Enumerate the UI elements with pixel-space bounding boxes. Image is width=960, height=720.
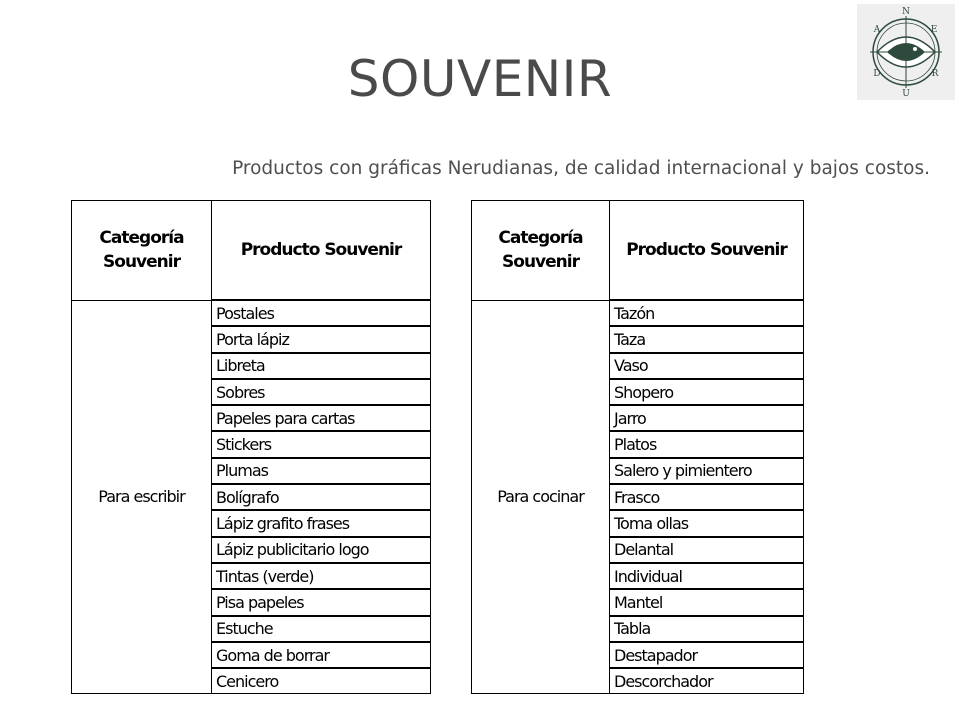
category-cell: Para escribir — [72, 300, 212, 694]
logo-letter-n: N — [902, 7, 910, 17]
product-cell: Papeles para cartas — [212, 405, 431, 431]
table-row — [72, 300, 431, 326]
souvenir-table-writing — [71, 200, 431, 694]
header-category: Categoría Souvenir — [472, 201, 610, 301]
table-header-row — [472, 201, 804, 301]
product-cell: Vaso — [610, 353, 804, 379]
product-cell: Mantel — [610, 589, 804, 615]
category-cell: Para cocinar — [472, 300, 610, 694]
product-cell: Jarro — [610, 405, 804, 431]
product-cell: Salero y pimientero — [610, 458, 804, 484]
product-cell: Tintas (verde) — [212, 563, 431, 589]
fish-compass-icon — [857, 4, 955, 100]
product-cell: Taza — [610, 326, 804, 352]
product-cell: Postales — [212, 300, 431, 326]
product-cell: Individual — [610, 563, 804, 589]
product-cell: Goma de borrar — [212, 642, 431, 668]
logo-letter-d: D — [873, 69, 881, 79]
logo-letter-u: U — [902, 89, 910, 99]
product-cell: Plumas — [212, 458, 431, 484]
product-cell: Delantal — [610, 537, 804, 563]
product-cell: Tabla — [610, 616, 804, 642]
product-cell: Tazón — [610, 300, 804, 326]
product-cell: Frasco — [610, 484, 804, 510]
header-product: Producto Souvenir — [610, 201, 804, 301]
table-row — [472, 300, 804, 326]
product-cell: Lápiz publicitario logo — [212, 537, 431, 563]
header-category: Categoría Souvenir — [72, 201, 212, 301]
product-cell: Toma ollas — [610, 510, 804, 536]
product-cell: Shopero — [610, 379, 804, 405]
product-cell: Destapador — [610, 642, 804, 668]
product-cell: Bolígrafo — [212, 484, 431, 510]
table-header-row — [72, 201, 431, 301]
souvenir-table-cooking — [471, 200, 804, 694]
header-product: Producto Souvenir — [212, 201, 431, 301]
product-cell: Porta lápiz — [212, 326, 431, 352]
page-subtitle: Productos con gráficas Nerudianas, de calidad internacional y bajos costos. — [232, 158, 930, 179]
product-cell: Lápiz grafito frases — [212, 510, 431, 536]
logo-letter-e: E — [930, 25, 938, 35]
product-cell: Sobres — [212, 379, 431, 405]
logo-letter-a: A — [873, 25, 881, 35]
product-cell: Stickers — [212, 431, 431, 457]
product-cell: Estuche — [212, 616, 431, 642]
product-cell: Libreta — [212, 353, 431, 379]
logo — [857, 4, 955, 100]
page-title: SOUVENIR — [347, 50, 613, 108]
logo-letter-r: R — [931, 69, 939, 79]
product-cell: Pisa papeles — [212, 589, 431, 615]
product-cell: Platos — [610, 431, 804, 457]
product-cell: Cenicero — [212, 668, 431, 694]
product-cell: Descorchador — [610, 668, 804, 694]
